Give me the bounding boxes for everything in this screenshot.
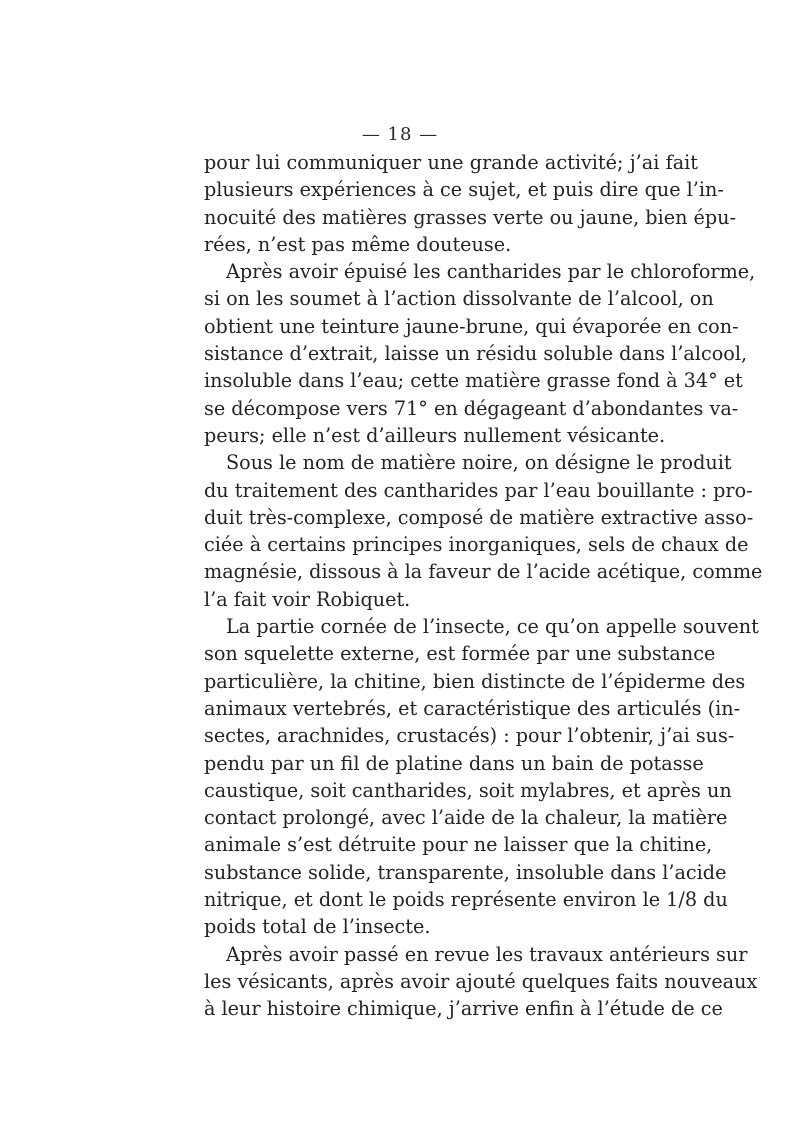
text-line: peurs; elle n’est d’ailleurs nullement vésicante. [204, 423, 666, 447]
text-line: du traitement des cantharides par l’eau bouillante : pro- [204, 478, 753, 502]
text-line: La partie cornée de l’insecte, ce qu’on appelle souvent [226, 615, 759, 639]
text-line: sectes, arachnides, crustacés) : pour l’obtenir, j’ai sus- [204, 724, 735, 748]
text-line: magnésie, dissous à la faveur de l’acide acétique, comme [204, 560, 763, 584]
text-line: nitrique, et dont le poids représente environ le 1/8 du [204, 888, 728, 912]
text-line: caustique, soit cantharides, soit mylabres, et après un [204, 778, 732, 802]
text-line: si on les soumet à l’action dissolvante de l’alcool, on [204, 287, 714, 311]
text-line: pour lui communiquer une grande activité; j’ai fait [204, 151, 698, 174]
text-line: nocuité des matières grasses verte ou jaune, bien épu- [204, 205, 737, 229]
text-line: son squelette externe, est formée par une substance [204, 642, 716, 666]
text-line: particulière, la chitine, bien distincte de l’épiderme des [204, 669, 746, 693]
text-line: plusieurs expériences à ce sujet, et puis dire que l’in- [204, 178, 724, 202]
text-line: les vésicants, après avoir ajouté quelques faits nouveaux [204, 969, 758, 993]
text-line: à leur histoire chimique, j’arrive enfin à l’étude de ce [204, 997, 723, 1021]
body-text [204, 149, 763, 1023]
page-number: — 18 — [361, 124, 439, 145]
text-line: ciée à certains principes inorganiques, sels de chaux de [204, 533, 749, 557]
text-line: contact prolongé, avec l’aide de la chaleur, la matière [204, 806, 728, 830]
text-line: animale s’est détruite pour ne laisser que la chitine, [204, 833, 713, 857]
text-line: rées, n’est pas même douteuse. [204, 232, 512, 256]
text-line: l’a fait voir Robiquet. [204, 587, 411, 611]
text-line: substance solide, transparente, insoluble dans l’acide [204, 860, 727, 884]
text-line: obtient une teinture jaune-brune, qui évaporée en con- [204, 314, 739, 338]
text-line: se décompose vers 71° en dégageant d’abondantes va- [204, 396, 739, 420]
text-line: animaux vertebrés, et caractéristique des articulés (in- [204, 696, 741, 720]
text-line: poids total de l’insecte. [204, 915, 431, 939]
text-line: insoluble dans l’eau; cette matière grasse fond à 34° et [204, 369, 743, 393]
text-line: sistance d’extrait, laisse un résidu soluble dans l’alcool, [204, 342, 748, 366]
text-line: Sous le nom de matière noire, on désigne le produit [226, 451, 732, 475]
text-line: pendu par un fil de platine dans un bain de potasse [204, 751, 704, 775]
text-line: Après avoir passé en revue les travaux antérieurs sur [226, 942, 748, 966]
text-line: duit très-complexe, composé de matière extractive asso- [204, 505, 754, 529]
text-line: Après avoir épuisé les cantharides par le chloroforme, [226, 260, 756, 284]
